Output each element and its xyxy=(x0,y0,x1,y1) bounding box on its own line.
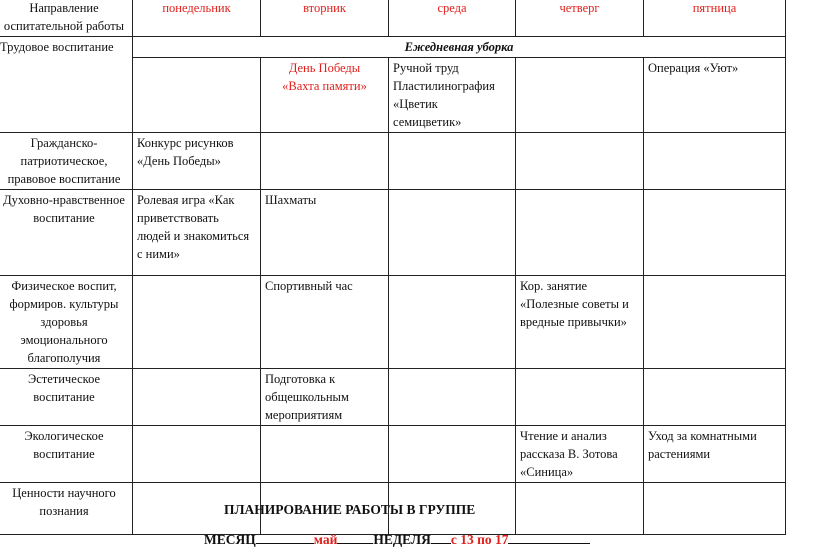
plan-cell xyxy=(389,369,516,426)
direction-cell: Трудовое воспитание xyxy=(0,37,133,133)
plan-cell: Ручной труд Пластилинография «Цветик семицветик» xyxy=(389,58,516,133)
day-monday: понедельник xyxy=(133,0,261,37)
plan-cell xyxy=(389,190,516,276)
plan-cell xyxy=(261,133,389,190)
direction-cell: Эстетическое воспитание xyxy=(0,369,133,426)
plan-cell: Конкурс рисунков «День Победы» xyxy=(133,133,261,190)
month-label: МЕСЯЦ xyxy=(204,532,256,547)
plan-cell: Шахматы xyxy=(261,190,389,276)
direction-header: Направление оспитательной работы xyxy=(0,0,133,37)
direction-cell: Гражданско- патриотическое, правовое воспитание xyxy=(0,133,133,190)
plan-cell xyxy=(389,133,516,190)
day-friday: пятница xyxy=(644,0,786,37)
plan-cell: Чтение и анализ рассказа В. Зотова «Синица» xyxy=(516,426,644,483)
plan-cell xyxy=(644,133,786,190)
plan-cell xyxy=(516,369,644,426)
day-thursday: четверг xyxy=(516,0,644,37)
month-value: май xyxy=(313,532,338,547)
footer-title: ПЛАНИРОВАНИЕ РАБОТЫ В ГРУППЕ xyxy=(224,502,476,517)
plan-cell xyxy=(516,58,644,133)
underline-blank xyxy=(337,531,373,544)
direction-cell: Ценности научного познания xyxy=(0,483,133,535)
plan-cell: День Победы «Вахта памяти» xyxy=(261,58,389,133)
week-value: с 13 по 17 xyxy=(450,532,509,547)
plan-cell xyxy=(133,369,261,426)
plan-cell xyxy=(644,276,786,369)
day-wednesday: среда xyxy=(389,0,516,37)
footer-month-week xyxy=(204,531,816,548)
direction-cell: Физическое воспит, формиров. культуры здоровья эмоционального благополучия xyxy=(0,276,133,369)
plan-cell xyxy=(389,426,516,483)
plan-cell: Ролевая игра «Как приветствовать людей и знакомиться с ними» xyxy=(133,190,261,276)
plan-cell xyxy=(644,369,786,426)
week-label: НЕДЕЛЯ xyxy=(373,532,431,547)
day-tuesday: вторник xyxy=(261,0,389,37)
plan-cell xyxy=(516,133,644,190)
plan-cell: Операция «Уют» xyxy=(644,58,786,133)
direction-cell: Духовно-нравственное воспитание xyxy=(0,190,133,276)
plan-cell: Спортивный час xyxy=(261,276,389,369)
plan-cell: Кор. занятие «Полезные советы и вредные привычки» xyxy=(516,276,644,369)
plan-cell xyxy=(261,426,389,483)
underline-blank xyxy=(508,531,590,544)
daily-cleaning-row: Ежедневная уборка xyxy=(133,37,786,58)
direction-cell: Экологическое воспитание xyxy=(0,426,133,483)
plan-cell xyxy=(133,426,261,483)
underline-blank xyxy=(431,531,451,544)
plan-cell xyxy=(644,190,786,276)
underline-blank xyxy=(256,531,314,544)
plan-cell xyxy=(389,276,516,369)
plan-cell xyxy=(133,58,261,133)
plan-cell: Уход за комнатными растениями xyxy=(644,426,786,483)
plan-cell xyxy=(516,190,644,276)
plan-cell xyxy=(133,276,261,369)
plan-cell: Подготовка к общешкольным мероприятиям xyxy=(261,369,389,426)
